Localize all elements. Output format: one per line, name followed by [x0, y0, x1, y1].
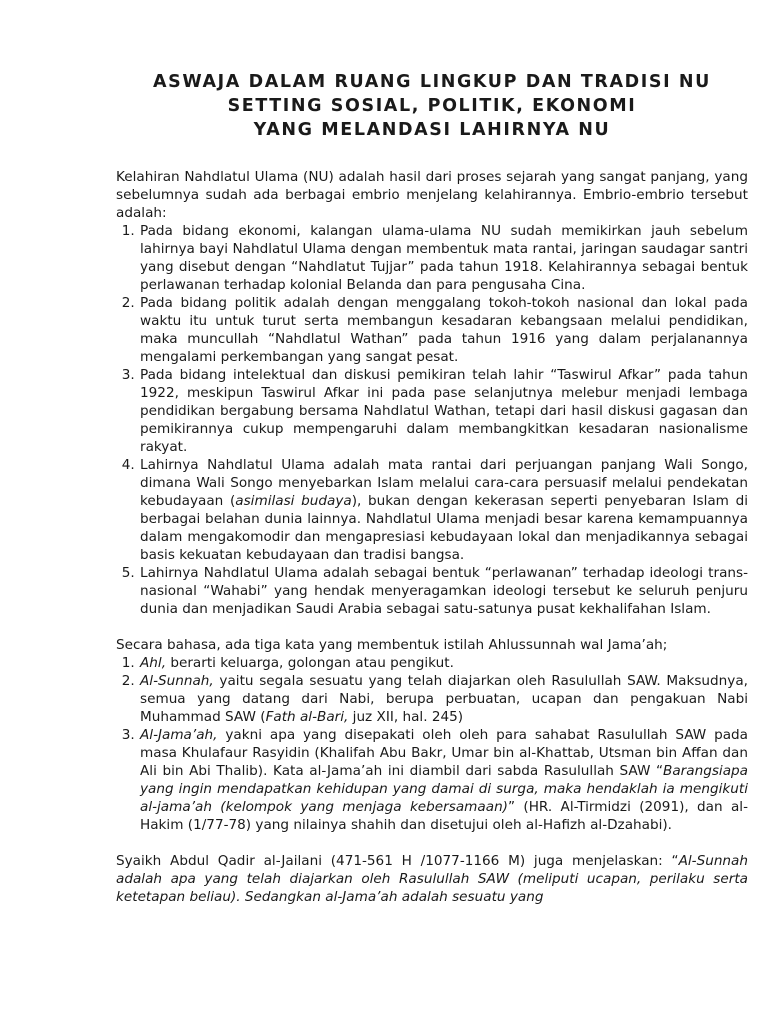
title-line-3: YANG MELANDASI LAHIRNYA NU	[253, 120, 611, 140]
intro-paragraph: Kelahiran Nahdlatul Ulama (NU) adalah hasil dari proses sejarah yang sangat panjang, yang sebelumnya sudah ada berbagai embrio menjelang kelahirannya. Embrio-embrio tersebut adalah:	[116, 169, 748, 221]
document-title	[116, 70, 748, 142]
embrio4-text-before: Lahirnya Nahdlatul Ulama adalah mata rantai dari perjuangan panjang Wali Songo, dimana Wali Songo menyebarkan Islam melalui cara-cara persuasif melalui pendekatan kebudayaan (	[140, 457, 748, 509]
embrio-item-wali-songo	[139, 456, 748, 564]
bahasa-intro: Secara bahasa, ada tiga kata yang membentuk istilah Ahlussunnah wal Jama’ah;	[116, 637, 668, 653]
jamaah-text: yakni apa yang disepakati oleh oleh para sahabat Rasulullah SAW pada masa Khulafaur Rasyidin (Khalifah Abu Bakr, Umar bin al-Khattab, Utsman bin Affan dan Ali bin Abi Thalib). Kata al-Jama’ah ini diambil dari sabda Rasulullah SAW “	[140, 727, 748, 779]
jailani-paragraph	[116, 852, 748, 906]
embrio4-text-after: ), bukan dengan kekerasan seperti penyebaran Islam di berbagai belahan dunia lainnya. Nahdlatul Ulama menjadi besar karena kemampuannya dalam mengakomodir dan mengapresiasi kebudayaan lokal dan menjadikannya sebagai basis kekuatan kebudayaan dan tradisi bangsa.	[140, 493, 748, 563]
embrio-list	[116, 222, 748, 618]
sunnah-source: Fath al-Bari,	[265, 709, 349, 725]
sunnah-text: yaitu segala sesuatu yang telah diajarkan oleh Rasulullah SAW. Maksudnya, semua yang datang dari Nabi, berupa perbuatan, ucapan dan pengakuan Nabi Muhammad SAW (	[140, 673, 748, 725]
embrio-item-politik: 2. Pada bidang politik adalah dengan menggalang tokoh-tokoh nasional dan lokal pada waktu itu untuk turut serta membangun kesadaran kebangsaan melalui pendidikan, maka muncullah “Nahdlatul Wathan” pada tahun 1916 yang dalam perjalanannya mengalami perkembangan yang sangat pesat.	[139, 294, 748, 366]
jailani-quote: Al-Sunnah adalah apa yang telah diajarkan oleh Rasulullah SAW (meliputi ucapan, perilaku serta ketetapan beliau). Sedangkan al-Jama’ah adalah sesuatu yang	[116, 853, 748, 905]
embrio-item-ekonomi: 1. Pada bidang ekonomi, kalangan ulama-ulama NU sudah memikirkan jauh sebelum lahirnya bayi Nahdlatul Ulama dengan membentuk mata rantai, jaringan saudagar santri yang disebut dengan “Nahdlatut Tujjar” pada tahun 1918. Kelahirannya sebagai bentuk perlawanan terhadap kolonial Belanda dan para pengusaha Cina.	[139, 222, 748, 294]
ahl-text: berarti keluarga, golongan atau pengikut.	[166, 655, 454, 671]
term-ahl: Ahl,	[140, 655, 167, 671]
embrio4-italic: asimilasi budaya	[235, 493, 352, 509]
sunnah-tail: juz XII, hal. 245)	[348, 709, 464, 725]
title-line-2: SETTING SOSIAL, POLITIK, EKONOMI	[227, 96, 637, 116]
jailani-text: Syaikh Abdul Qadir al-Jailani (471-561 H /1077-1166 M) juga menjelaskan: “	[116, 853, 679, 869]
embrio-item-wahabi: 5. Lahirnya Nahdlatul Ulama adalah sebagai bentuk “perlawanan” terhadap ideologi trans-nasional “Wahabi” yang hendak menyeragamkan ideologi tersebut ke seluruh penjuru dunia dan menjadikan Saudi Arabia sebagai satu-satunya pusat kekhalifahan Islam.	[139, 564, 748, 618]
istilah-list	[116, 654, 748, 834]
embrio-item-intelektual: 3. Pada bidang intelektual dan diskusi pemikiran telah lahir “Taswirul Afkar” pada tahun 1922, meskipun Taswirul Afkar ini pada pase selanjutnya melebur menjadi lembaga pendidikan bergabung bersama Nahdlatul Wathan, tetapi dari hasil diskusi gagasan dan pemikirannya cukup mempengaruhi dalam membangkitkan kesadaran nasionalisme rakyat.	[139, 366, 748, 456]
istilah-item-jamaah	[139, 726, 748, 834]
istilah-item-sunnah	[139, 672, 748, 726]
term-jamaah: Al-Jama’ah,	[140, 727, 218, 743]
title-line-1: ASWAJA DALAM RUANG LINGKUP DAN TRADISI NU	[153, 72, 711, 92]
term-sunnah: Al-Sunnah,	[140, 673, 214, 689]
istilah-item-ahl	[139, 654, 748, 672]
jamaah-tail: ” (HR. Al-Tirmidzi (2091), dan al-Hakim (1/77-78) yang nilainya shahih dan disetujui oleh al-Hafizh al-Dzahabi).	[140, 799, 748, 833]
jamaah-quote: Barangsiapa yang ingin mendapatkan kehidupan yang damai di surga, maka hendaklah ia mengikuti al-jama’ah (kelompok yang menjaga kebersamaan)	[140, 763, 748, 815]
